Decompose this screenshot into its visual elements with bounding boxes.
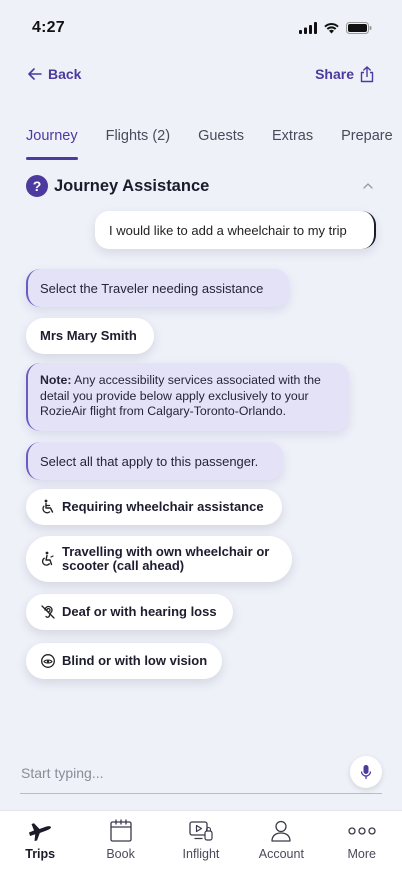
share-label: Share (315, 66, 354, 82)
message-input[interactable] (20, 765, 320, 781)
section-title: Journey Assistance (54, 176, 210, 195)
back-label: Back (48, 66, 82, 82)
nav-label: Book (106, 847, 135, 861)
nav-inflight[interactable] (161, 811, 241, 874)
option-label: Requiring wheelchair assistance (62, 499, 264, 514)
nav-more[interactable] (322, 811, 402, 874)
nav-trips[interactable] (0, 811, 80, 874)
note-label: Note: (40, 373, 72, 387)
person-icon (269, 819, 293, 843)
nav-book[interactable] (81, 811, 161, 874)
nav-account[interactable] (241, 811, 321, 874)
help-icon: ? (26, 175, 48, 197)
bottom-nav (0, 810, 402, 874)
inflight-icon (188, 819, 214, 843)
nav-label: More (347, 847, 376, 861)
more-dots-icon (348, 819, 376, 843)
user-message: I would like to add a wheelchair to my trip (95, 211, 376, 249)
hearing-loss-icon (40, 604, 56, 620)
wheelchair-icon (40, 499, 56, 515)
arrow-left-icon (28, 68, 42, 80)
tab-journey[interactable]: Journey (26, 118, 78, 160)
option-hearing-loss[interactable] (26, 594, 233, 630)
tab-extras[interactable]: Extras (272, 128, 314, 144)
option-wheelchair-assistance[interactable] (26, 489, 282, 525)
top-bar (0, 56, 402, 92)
note-text (40, 373, 337, 420)
status-icons (299, 22, 372, 34)
message-input-area (20, 752, 382, 794)
share-button[interactable] (315, 66, 374, 83)
nav-label: Trips (25, 847, 56, 861)
status-bar (0, 0, 402, 56)
bot-message-select-traveler: Select the Traveler needing assistance (26, 269, 289, 307)
option-low-vision[interactable] (26, 643, 222, 679)
microphone-icon (360, 764, 372, 780)
tab-guests[interactable]: Guests (198, 128, 244, 144)
note-body: Any accessibility services associated with the detail you provide below apply exclusively to your RozieAir flight from Calgary-Toronto-Orlando. (40, 373, 321, 418)
wifi-icon (323, 22, 340, 34)
bot-note-message (26, 363, 349, 431)
option-label: Travelling with own wheelchair or scooter (call ahead) (62, 544, 270, 573)
option-label: Deaf or with hearing loss (62, 604, 217, 619)
bot-message-select-all: Select all that apply to this passenger. (26, 442, 283, 480)
signal-icon (299, 22, 317, 34)
option-own-wheelchair[interactable] (26, 536, 292, 582)
traveler-name: Mrs Mary Smith (40, 328, 137, 343)
own-wheelchair-icon (40, 551, 56, 567)
low-vision-icon (40, 653, 56, 669)
plane-icon (27, 819, 53, 843)
status-time: 4:27 (32, 19, 65, 36)
battery-icon (346, 22, 372, 34)
nav-label: Inflight (182, 847, 220, 861)
journey-assistance-header[interactable] (26, 172, 376, 200)
share-icon (360, 66, 374, 83)
calendar-icon (109, 819, 133, 843)
back-button[interactable] (28, 66, 81, 82)
tab-flights[interactable]: Flights (2) (105, 128, 171, 144)
nav-label: Account (258, 847, 304, 861)
tab-bar (0, 118, 402, 162)
tab-prepare[interactable]: Prepare (341, 128, 393, 144)
chevron-up-icon[interactable] (362, 182, 374, 190)
option-label: Blind or with low vision (62, 653, 208, 668)
microphone-button[interactable] (350, 756, 382, 788)
traveler-chip[interactable] (26, 318, 154, 354)
